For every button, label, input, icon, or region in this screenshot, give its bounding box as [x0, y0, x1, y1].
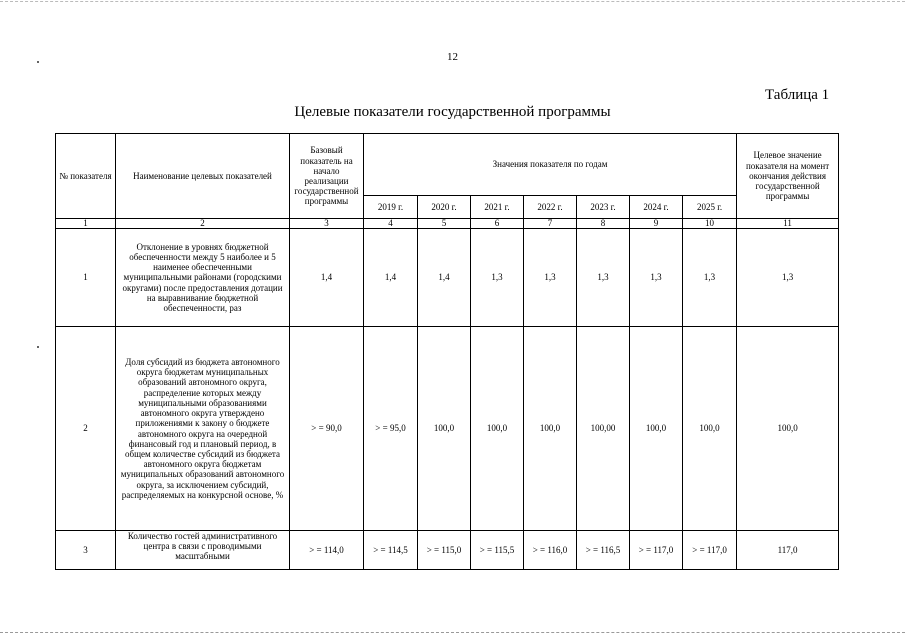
indicator-name-cell: [116, 531, 290, 570]
indicator-name: Доля субсидий из бюджета автономного округа бюджетам муниципальных образований автономного округа, распределение которых между муниципальными образованиями автономного округа утверждено приложениями к закону о бюджете автономного округа на очередной финансовый год и плановый период, в общем количестве субсидий из бюджета автономного округа бюджетам муниципальных образований автономного округа, за исключением субсидий, распределяемых на конкурсной основе, %: [116, 327, 290, 531]
header-years-group: Значения показателя по годам: [364, 134, 737, 196]
row-number: 2: [56, 327, 116, 531]
header-year: 2022 г.: [524, 196, 577, 219]
column-number: 3: [290, 219, 364, 229]
indicators-table: [55, 133, 839, 570]
column-number: 6: [471, 219, 524, 229]
year-value: 100,0: [683, 327, 737, 531]
column-number: 7: [524, 219, 577, 229]
page-number: 12: [447, 51, 458, 63]
scan-speck: [37, 346, 39, 348]
table-row: [56, 229, 839, 327]
year-value: > = 114,5: [364, 531, 418, 570]
year-value: 1,4: [418, 229, 471, 327]
table-row: [56, 327, 839, 531]
header-row: [56, 134, 839, 196]
year-value: 100,0: [471, 327, 524, 531]
year-value: > = 115,0: [418, 531, 471, 570]
year-value: 100,0: [630, 327, 683, 531]
header-year: 2024 г.: [630, 196, 683, 219]
year-value: > = 95,0: [364, 327, 418, 531]
header-year: 2020 г.: [418, 196, 471, 219]
column-number: 4: [364, 219, 418, 229]
indicator-name: Количество гостей административного центра в связи с проводимыми масштабными: [127, 531, 278, 562]
base-value: 1,4: [290, 229, 364, 327]
year-value: > = 116,5: [577, 531, 630, 570]
target-value: 100,0: [737, 327, 839, 531]
year-value: 1,4: [364, 229, 418, 327]
column-number-row: [56, 219, 839, 229]
header-year: 2023 г.: [577, 196, 630, 219]
column-number: 1: [56, 219, 116, 229]
base-value: > = 90,0: [290, 327, 364, 531]
year-value: 100,0: [524, 327, 577, 531]
year-value: 1,3: [630, 229, 683, 327]
target-value: 117,0: [737, 531, 839, 570]
year-value: 1,3: [524, 229, 577, 327]
column-number: 9: [630, 219, 683, 229]
year-value: 1,3: [683, 229, 737, 327]
table-label: Таблица 1: [765, 87, 830, 103]
base-value: > = 114,0: [290, 531, 364, 570]
row-number: 1: [56, 229, 116, 327]
year-value: > = 117,0: [630, 531, 683, 570]
column-number: 10: [683, 219, 737, 229]
indicator-name: Отклонение в уровнях бюджетной обеспеченности между 5 наиболее и 5 наименее обеспеченными муниципальными районами (городскими округами) после предоставления дотации на выравнивание бюджетной обеспеченности, раз: [116, 229, 290, 327]
header-target: Целевое значение показателя на момент окончания действия государственной программы: [737, 134, 839, 219]
year-value: 100,0: [418, 327, 471, 531]
header-year: 2019 г.: [364, 196, 418, 219]
header-year: 2025 г.: [683, 196, 737, 219]
column-number: 2: [116, 219, 290, 229]
year-value: 100,00: [577, 327, 630, 531]
column-number: 11: [737, 219, 839, 229]
year-value: 1,3: [471, 229, 524, 327]
scan-edge-top: [0, 1, 905, 2]
header-year: 2021 г.: [471, 196, 524, 219]
year-value: 1,3: [577, 229, 630, 327]
column-number: 5: [418, 219, 471, 229]
header-name: Наименование целевых показателей: [116, 134, 290, 219]
year-value: > = 117,0: [683, 531, 737, 570]
column-number: 8: [577, 219, 630, 229]
header-num: № показателя: [56, 134, 116, 219]
year-value: > = 115,5: [471, 531, 524, 570]
target-value: 1,3: [737, 229, 839, 327]
year-value: > = 116,0: [524, 531, 577, 570]
table-row: [56, 531, 839, 570]
scan-edge-bottom: [0, 632, 905, 633]
header-base: Базовый показатель на начало реализации государственной программы: [290, 134, 364, 219]
row-number: 3: [56, 531, 116, 570]
document-title: Целевые показатели государственной программы: [294, 104, 611, 120]
